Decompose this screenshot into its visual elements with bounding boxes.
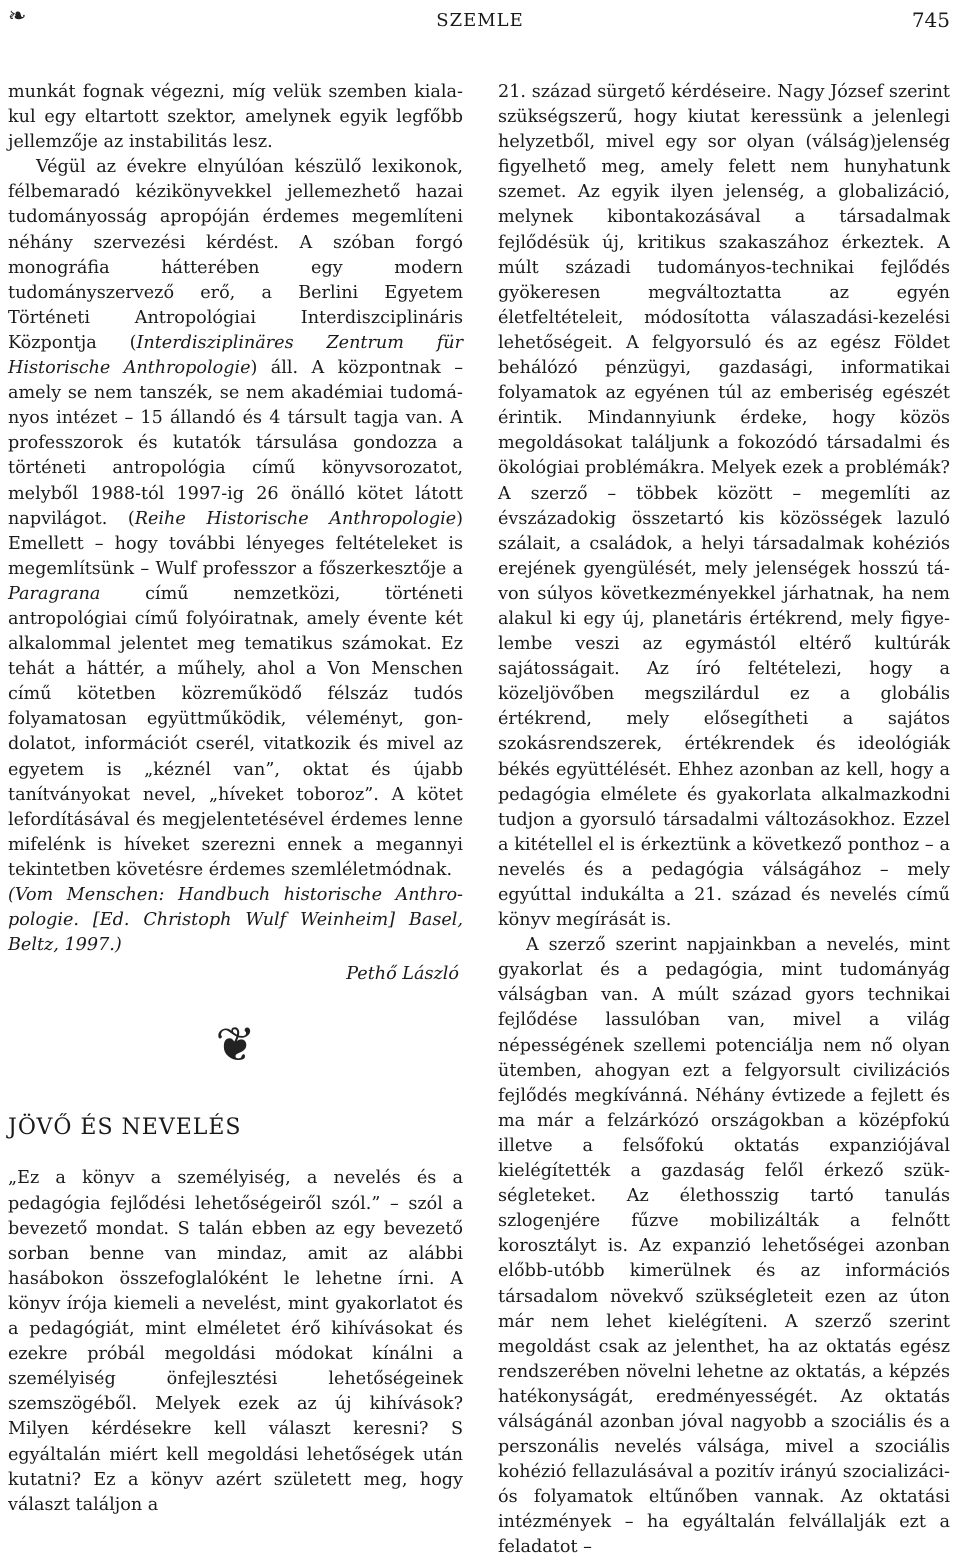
paragraph: „Ez a könyv a személyiség, a nevelés és a pedagógia fejlődési lehetőségeiről szól.” – szól a bevezető mondat. S talán ebben az egy bevezető sorban benne van mindaz, amit az alábbi hasábokon összefoglalóként le lehetne írni. A könyv írója kiemeli a nevelést, mint gyakorlatot és a pedagógiát, mint elméletet érő kihívásokat és ezekre próbál megoldási módokat kínálni a személyiség önfejlesztési lehetőségeinek szemszögéből. Melyek ezek az új kihívások? Milyen kérdésekre kell választ keresni? S egyáltalán miért kell megoldási lehetőségek után kutatni? Ez a könyv azért született meg, hogy választ találjon a — [8, 1168, 463, 1515]
right-column — [498, 80, 950, 1561]
left-column — [8, 80, 463, 1518]
fleuron-icon: ❧ — [8, 4, 27, 29]
section-title: SZEMLE — [436, 10, 524, 31]
page-number: 745 — [911, 8, 950, 32]
bibliographic-reference: (Vom Menschen: Handbuch historische Anthropologie. [Ed. Christoph Wulf Weinheim] Basel, Beltz, 1997.) — [8, 885, 463, 956]
paragraph: munkát fognak végezni, míg velük szemben kialakul egy eltartott szektor, amelynek egyik legfőbb jellemzője az instabilitás lesz. — [8, 82, 463, 153]
author-signature: Pethő László — [346, 964, 459, 985]
paragraph: A szerző szerint napjainkban a nevelés, mint gyakorlat és a pedagógia, mint tudományág válságban van. A múlt század gyors technikai fejlődése lassulóban van, mivel a világ népességének szellemi potenciálja nem nő olyan ütemben, ahogyan ezt a felgyorsult civilizációs fejlődés megkívánná. Néhány évtizede a fejlett és ma már a felzárkózó országokban a középfokú illetve a felsőfokú oktatás expanziójával kielégítették a gazdaság felől érkező szükségleteket. Az élethosszig tartó tanulás szlogenjére fűzve mobilizálták a felnőtt korosztályt is. Az expanzió lehetőségei azonban előbb-utóbb kimerülnek és az információs társadalom növekvő szükségleteit ezen az úton már nem lehet kielégíteni. A szerző szerint megoldást csak az jelenthet, ha az oktatás egész rendszerében növelni lehetne az oktatás, a képzés hatékonyságát, eredményességét. Az oktatás válságánál azonban jóval nagyobb a szociális és a perszonális nevelés válsága, mivel a szociális kohézió fellazulásával a pozitív irányú szocializációs folyamatok eltűnőben vannak. Az oktatási intézmények – ha egyáltalán felvállalják ezt a feladatot – — [498, 935, 950, 1558]
paragraph: Végül az évekre elnyúlóan készülő lexikonok, félbemaradó kézikönyvekkel jellemezhető hazai tudományosság apropóján érdemes megemlíteni néhány szervezési kérdést. A szóban forgó monográfia hátterében egy modern tudományszervező erő, a Berlini Egyetem Történeti Antropológiai Interdiszciplináris Központja (Interdisziplinäres Zentrum für Historische Anthropologie) áll. A központnak – amely se nem tanszék, se nem akadémiai tudományos intézet – 15 állandó és 4 társult tagja van. A professzorok és kutatók társulása gondozza a történeti antropológia című könyvsorozatot, melyből 1988-tól 1997-ig 26 önálló kötet látott napvilágot. (Reihe Historische Anthropologie) Emellett – hogy további lényeges feltételeket is megemlítsünk – Wulf professzor a főszerkesztője a Paragrana című nemzetközi, történeti antropológiai című folyóiratnak, amely évente két alkalommal jelentet meg tematikus számokat. Ez tehát a háttér, a műhely, ahol a Von Menschen című kötetben közreműködő félszáz tudós folyamatosan együttműködik, véleményt, gondolatot, információt cserél, vitatkozik és mivel az egyetem is „kéznél van”, oktat és újabb tanítványokat nevel, „híveket toboroz”. A kötet lefordításával és megjelentetésével érdemes lenne mifelénk is híveket szerezni ennek a megannyi tekintetben követésre érdemes szemléletmódnak. — [8, 157, 464, 880]
page-header — [0, 0, 960, 60]
article-heading: JÖVŐ ÉS NEVELÉS — [8, 1115, 242, 1141]
floral-divider-icon: ❦ — [215, 1017, 256, 1074]
paragraph: 21. század sürgető kérdéseire. Nagy József szerint szükségszerű, hogy kiutat keressünk a jelenlegi helyzetből, mivel egy sor olyan (válság)jelenség figyelhető meg, amely felett nem hunyhatunk szemet. Az egyik ilyen jelenség, a globalizáció, melynek kibontakozásával a társadalmak fejlődésük új, kritikus szakaszához érkeztek. A múlt századi tudományos-technikai fejlődés gyökeresen megváltoztatta az egyén életfeltételeit, módosította válaszadási-kezelési lehetőségeit. A felgyorsuló és az egész Földet behálózó pénzügyi, gazdasági, informatikai folyamatok az egyénen túl az emberiség egészét érintik. Mindannyiunk érdeke, hogy közös megoldásokat találjunk a fokozódó társadalmi és ökológiai problémákra. Melyek ezek a problémák? A szerző – többek között – megemlíti az évszázadokig összetartó kis közösségek lazuló szálait, a családok, a helyi társadalmak kohéziós erejének gyengülését, mely jelenségek hosszú távon súlyos következményekkel járhatnak, ha nem alakul ki egy új, planetáris értékrend, mely figyelembe veszi az egymástól eltérő kultúrák sajátosságait. Az író feltételezi, hogy a közeljövőben megszilárdul ez a globális értékrend, mely elősegítheti a sajátos szokásrendszerek, értékrendek és ideológiák békés együttélését. Ehhez azonban az kell, hogy a pedagógia elmélete és gyakorlata alkalmazkodni tudjon a gyorsuló társadalmi változásokhoz. Ezzel a kitétellel el is érkeztünk a következő ponthoz – a nevelés és a pedagógia válságához – mely egyúttal indukálta a 21. század és nevelés című könyv megírását is. — [498, 82, 950, 931]
